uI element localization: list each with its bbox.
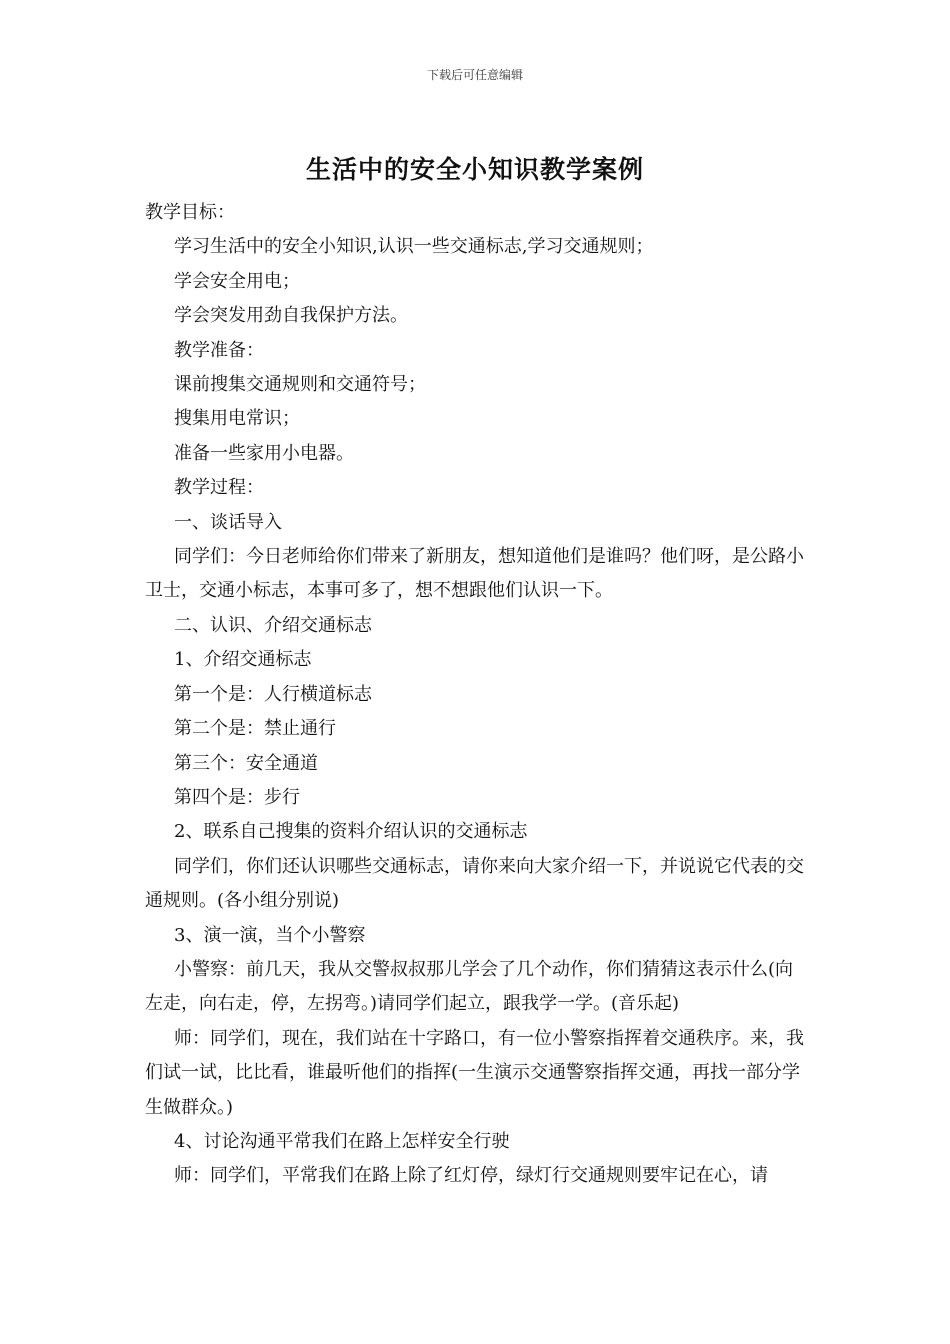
paragraph: 小警察：前几天，我从交警叔叔那儿学会了几个动作，你们猜猜这表示什么(向左走，向右走，停，左拐弯。)请同学们起立，跟我学一学。(音乐起) — [145, 958, 794, 1015]
paragraph: 学习生活中的安全小知识,认识一些交通标志,学习交通规则； — [174, 236, 654, 258]
paragraph: 师：同学们，平常我们在路上除了红灯停，绿灯行交通规则要牢记在心，请 — [174, 1165, 768, 1187]
paragraph: 第三个：安全通道 — [174, 752, 318, 774]
paragraph: 教学目标： — [145, 202, 235, 223]
paragraph: 第四个是：步行 — [174, 786, 300, 808]
paragraph: 准备一些家用小电器。 — [174, 442, 354, 464]
paragraph: 同学们：今日老师给你们带来了新朋友，想知道他们是谁吗？他们呀，是公路小卫士，交通小标志，本事可多了，想不想跟他们认识一下。 — [145, 546, 804, 602]
paragraph: 同学们，你们还认识哪些交通标志，请你来向大家介绍一下，并说说它代表的交通规则。(各小组分别说) — [145, 855, 804, 912]
document-title: 生活中的安全小知识教学案例 — [305, 155, 644, 184]
paragraph: 学会安全用电； — [174, 270, 300, 292]
paragraph: 4、讨论沟通平常我们在路上怎样安全行驶 — [174, 1130, 510, 1152]
header-note: 下载后可任意编辑 — [426, 68, 523, 82]
paragraph: 一、谈话导入 — [174, 511, 282, 533]
paragraph: 2、联系自己搜集的资料介绍认识的交通标志 — [174, 821, 528, 843]
paragraph: 教学过程： — [174, 477, 264, 499]
document-body — [145, 196, 810, 1194]
paragraph: 课前搜集交通规则和交通符号； — [174, 374, 426, 396]
paragraph: 师：同学们，现在，我们站在十字路口，有一位小警察指挥着交通秩序。来，我们试一试，比比看，谁最听他们的指挥(一生演示交通警察指挥交通，再找一部分学生做群众。) — [145, 1027, 804, 1118]
paragraph: 学会突发用劲自我保护方法。 — [174, 305, 408, 327]
paragraph: 二、认识、介绍交通标志 — [174, 614, 372, 636]
paragraph: 第一个是：人行横道标志 — [174, 683, 372, 705]
paragraph: 第二个是：禁止通行 — [174, 718, 336, 740]
paragraph: 3、演一演，当个小警察 — [174, 924, 366, 946]
paragraph: 搜集用电常识； — [174, 408, 300, 430]
paragraph: 1、介绍交通标志 — [174, 649, 312, 671]
paragraph: 教学准备： — [174, 339, 264, 361]
